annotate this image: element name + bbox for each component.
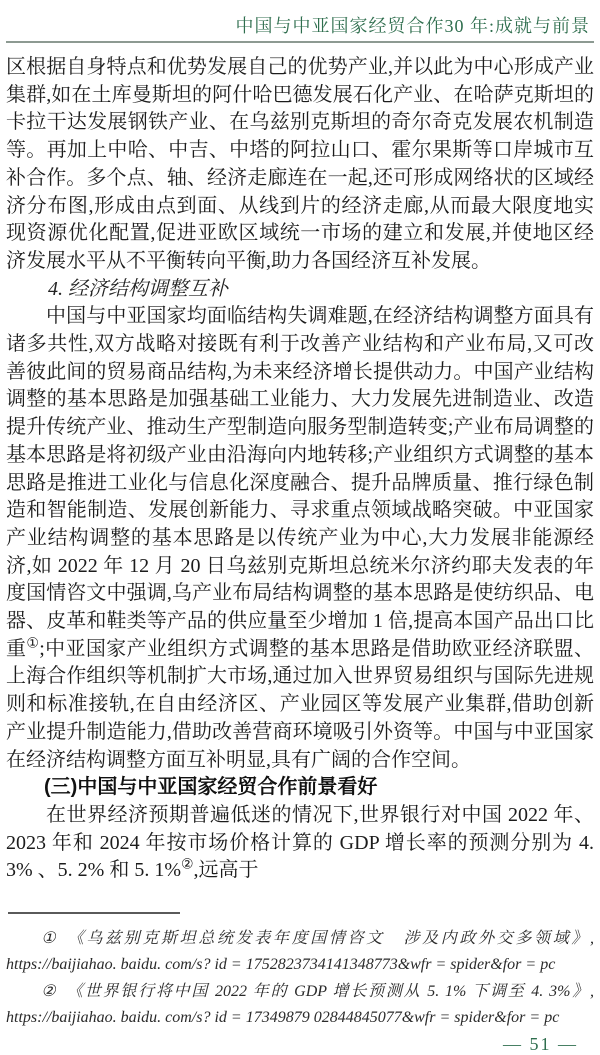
paragraph [6, 303, 594, 774]
footnote-1 [6, 926, 594, 979]
footnote-2 [6, 979, 594, 1032]
paragraph-text: 中国与中亚国家均面临结构失调难题,在经济结构调整方面具有诸多共性,双方战略对接既有利于改善产业结构和产业布局,又可改善彼此间的贸易商品结构,为未来经济增长提供动力。中国产业结构调整的基本思路是加强基础工业能力、大力发展先进制造业、改造提升传统产业、推动生产型制造向服务型制造转变;产业布局调整的基本思路是将初级产业由沿海向内地转移;产业组织方式调整的基本思路是推进工业化与信息化深度融合、提升品牌质量、推行绿色制造和智能制造、发展创新能力、寻求重点领域战略突破。中亚国家产业结构调整的基本思路是以传统产业为中心,大力发展非能源经济,如 2022 年 12 月 20 日乌兹别克斯坦总统米尔济约耶夫发表的年度国情咨文中强调,乌产业布局结构调整的基本思路是使纺织品、电器、皮革和鞋类等产品的供应量至少增加 1 倍,提高本国产品出口比重 [6, 305, 594, 660]
header-rule [6, 41, 594, 43]
subheading-level4: 4. 经济结构调整互补 [48, 277, 228, 300]
footnote-1-text: 《乌兹别克斯坦总统发表年度国情咨文 涉及内政外交多领域》, https://baijiahao. baidu. com/s? id = 1752823734141348773&wfr = spider&for = pc [6, 930, 594, 974]
paragraph [6, 802, 594, 885]
paragraph-continued: 区根据自身特点和优势发展自己的优势产业,并以此为中心形成产业集群,如在土库曼斯坦的阿什哈巴德发展石化产业、在哈萨克斯坦的卡拉干达发展钢铁产业、在乌兹别克斯坦的奇尔奇克发展农机制造等。再加上中哈、中吉、中塔的阿拉山口、霍尔果斯等口岸城市互补合作。多个点、轴、经济走廊连在一起,还可形成网络状的区域经济分布图,形成由点到面、从线到片的经济走廊,从而最大限度地实现资源优化配置,促进亚欧区域统一市场的建立和发展,并使地区经济发展水平从不平衡转向平衡,助力各国经济互补发展。 [6, 56, 594, 272]
subheading-level3: (三)中国与中亚国家经贸合作前景看好 [44, 776, 378, 799]
footnote-2-text: 《世界银行将中国 2022 年的 GDP 增长预测从 5. 1% 下调至 4. 3%》, https://baijiahao. baidu. com/s? id = 17349879 02844845077&wfr = spider&for = pc [6, 982, 594, 1026]
paragraph-text: ;中亚国家产业组织方式调整的基本思路是借助欧亚经济联盟、上海合作组织等机制扩大市场,通过加入世界贸易组织与国际先进规则和标准接轨,在自由经济区、产业园区等发展产业集群,借助创新产业提升制造能力,借助改善营商环境吸引外资等。中国与中亚国家在经济结构调整方面互补明显,具有广阔的合作空间。 [6, 637, 595, 771]
paragraph-text: ,远高于 [193, 859, 259, 882]
page-footer [6, 912, 594, 1055]
footnote-ref-2: ② [180, 857, 194, 873]
running-header-title: 中国与中亚国家经贸合作30 年:成就与前景 [235, 16, 590, 36]
running-header [6, 14, 594, 43]
paragraph-text: 在世界经济预期普遍低迷的情况下,世界银行对中国 2022 年、2023 年和 2024 年按市场价格计算的 GDP 增长率的预测分别为 4. 3% 、5. 2% 和 5. 1% [6, 803, 594, 882]
footnote-separator [8, 912, 180, 914]
footnotes-block [6, 926, 594, 1031]
body-text [6, 54, 594, 885]
page-number: — 51 — [503, 1034, 578, 1055]
footnote-1-marker: ① [41, 930, 59, 948]
footnote-2-marker: ② [41, 982, 58, 1000]
footnote-ref-1: ① [26, 636, 40, 652]
